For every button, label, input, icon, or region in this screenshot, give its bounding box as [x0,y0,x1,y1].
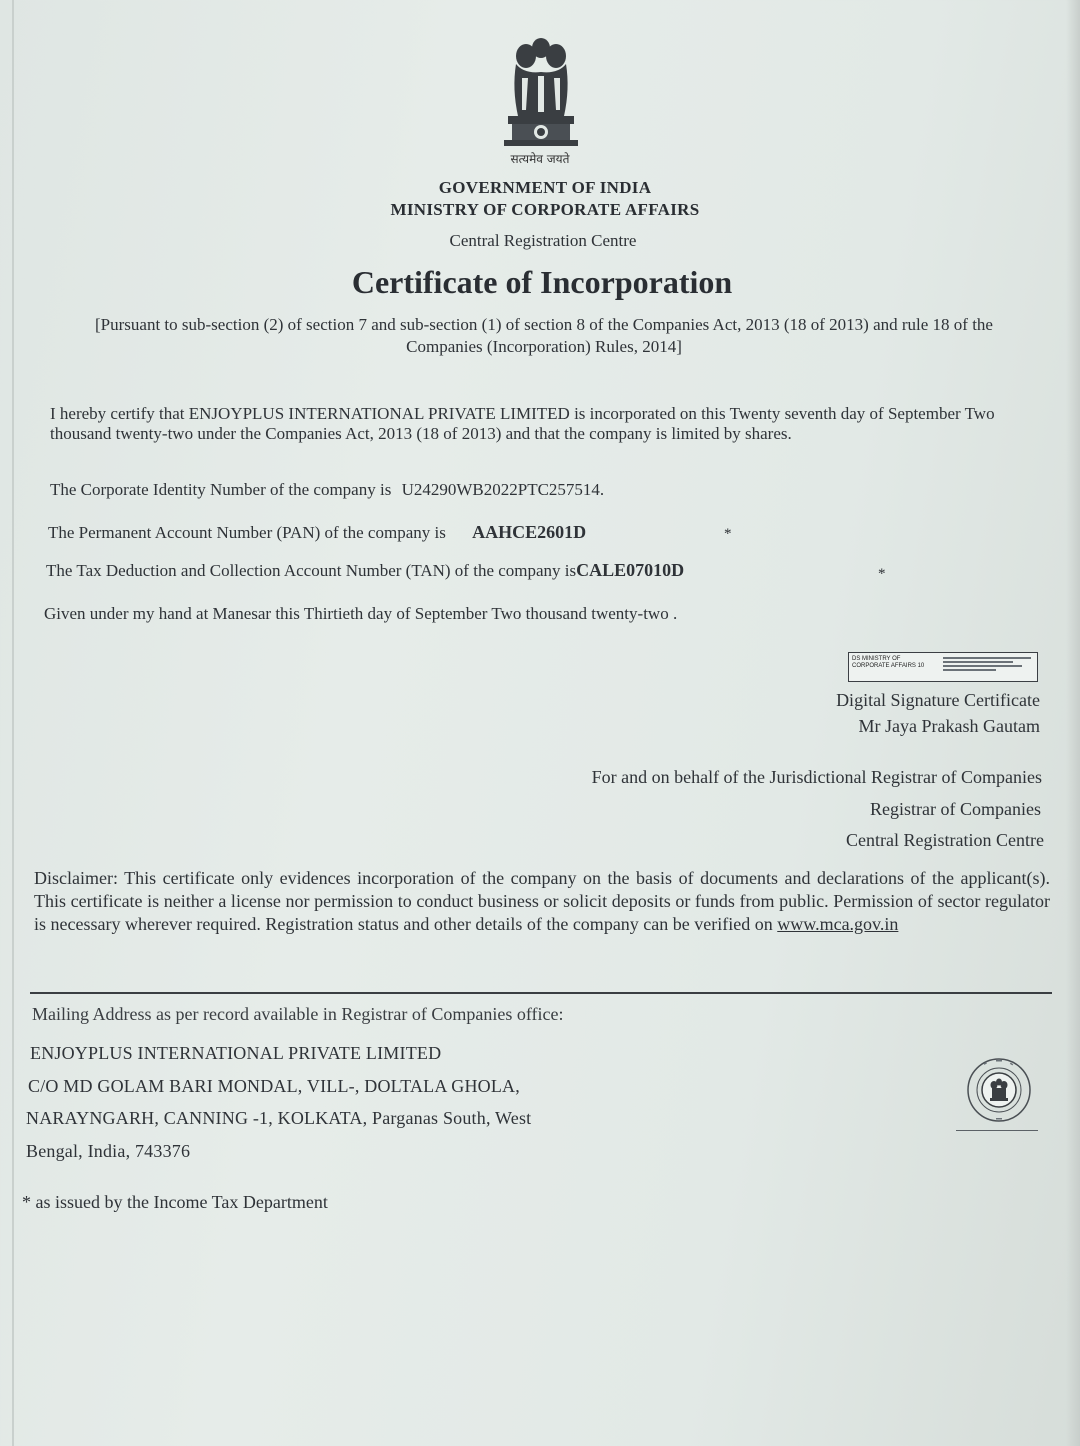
divider [30,992,1052,994]
tan-value: CALE07010D [576,560,685,580]
dsc-label: Digital Signature Certificate [836,690,1040,710]
signature-stamp-text: DS MINISTRY OF CORPORATE AFFAIRS 10 [852,656,925,669]
pan-line [48,522,586,543]
disclaimer [34,867,1050,936]
emblem-motto: सत्यमेव जयते [510,152,570,166]
address-line-3: NARAYNGARH, CANNING -1, KOLKATA, Parganas South, West [26,1108,532,1128]
address-line-2: C/O MD GOLAM BARI MONDAL, VILL-, DOLTALA GHOLA, [28,1076,520,1096]
pursuant-clause: [Pursuant to sub-section (2) of section 7 and sub-section (1) of section 8 of the Companies Act, 2013 (18 of 2013) and rule 18 of the Companies (Incorporation) Rules, 2014] [95,315,993,356]
registrar-seal-icon [966,1057,1032,1123]
tan-label: The Tax Deduction and Collection Account Number (TAN) of the company is [46,561,577,580]
given-under-hand-line: Given under my hand at Manesar this Thirtieth day of September Two thousand twenty-two . [44,604,678,623]
mca-link[interactable]: www.mca.gov.in [777,914,899,934]
certificate-title: Certificate of Incorporation [351,264,733,300]
certification-paragraph: I hereby certify that ENJOYPLUS INTERNATIONAL PRIVATE LIMITED is incorporated on this Twenty seventh day of September Two thousand twenty-two under the Companies Act, 2013 (18 of 2013) and that the company is limited by shares. [50,404,995,443]
national-emblem-icon [498,34,584,164]
government-heading: GOVERNMENT OF INDIA [438,178,652,197]
signer-name: Mr Jaya Prakash Gautam [858,716,1040,736]
pan-value: AAHCE2601D [472,522,587,542]
centre-heading: Central Registration Centre [449,231,637,250]
cin-value: U24290WB2022PTC257514. [401,480,605,499]
pan-label: The Permanent Account Number (PAN) of the company is [48,523,446,542]
registrar-line: Registrar of Companies [870,799,1041,819]
digital-signature-stamp [848,652,1038,682]
disclaimer-text: Disclaimer: This certificate only evidences incorporation of the company on the basis of documents and declarations of the applicant(s). This certificate is neither a license nor permission to conduct business or solicit deposits or funds from public. Permission of sector regulator is necessary wherever required. Registration status and other details of the company can be verified on [34,868,1050,934]
ministry-heading: MINISTRY OF CORPORATE AFFAIRS [390,200,700,219]
on-behalf-line: For and on behalf of the Jurisdictional Registrar of Companies [591,767,1042,787]
mailing-heading: Mailing Address as per record available in Registrar of Companies office: [32,1004,564,1024]
signature-stamp-lines [943,657,1031,677]
cin-label: The Corporate Identity Number of the company is [50,480,392,499]
address-line-4: Bengal, India, 743376 [26,1141,191,1161]
seal-underline [956,1130,1038,1131]
address-line-1: ENJOYPLUS INTERNATIONAL PRIVATE LIMITED [30,1043,442,1063]
cin-line [50,480,604,500]
footnote: * as issued by the Income Tax Department [22,1192,328,1212]
tan-line [46,560,684,581]
tan-asterisk: * [878,566,886,582]
registration-centre-line: Central Registration Centre [846,830,1044,850]
pan-asterisk: * [724,526,732,542]
